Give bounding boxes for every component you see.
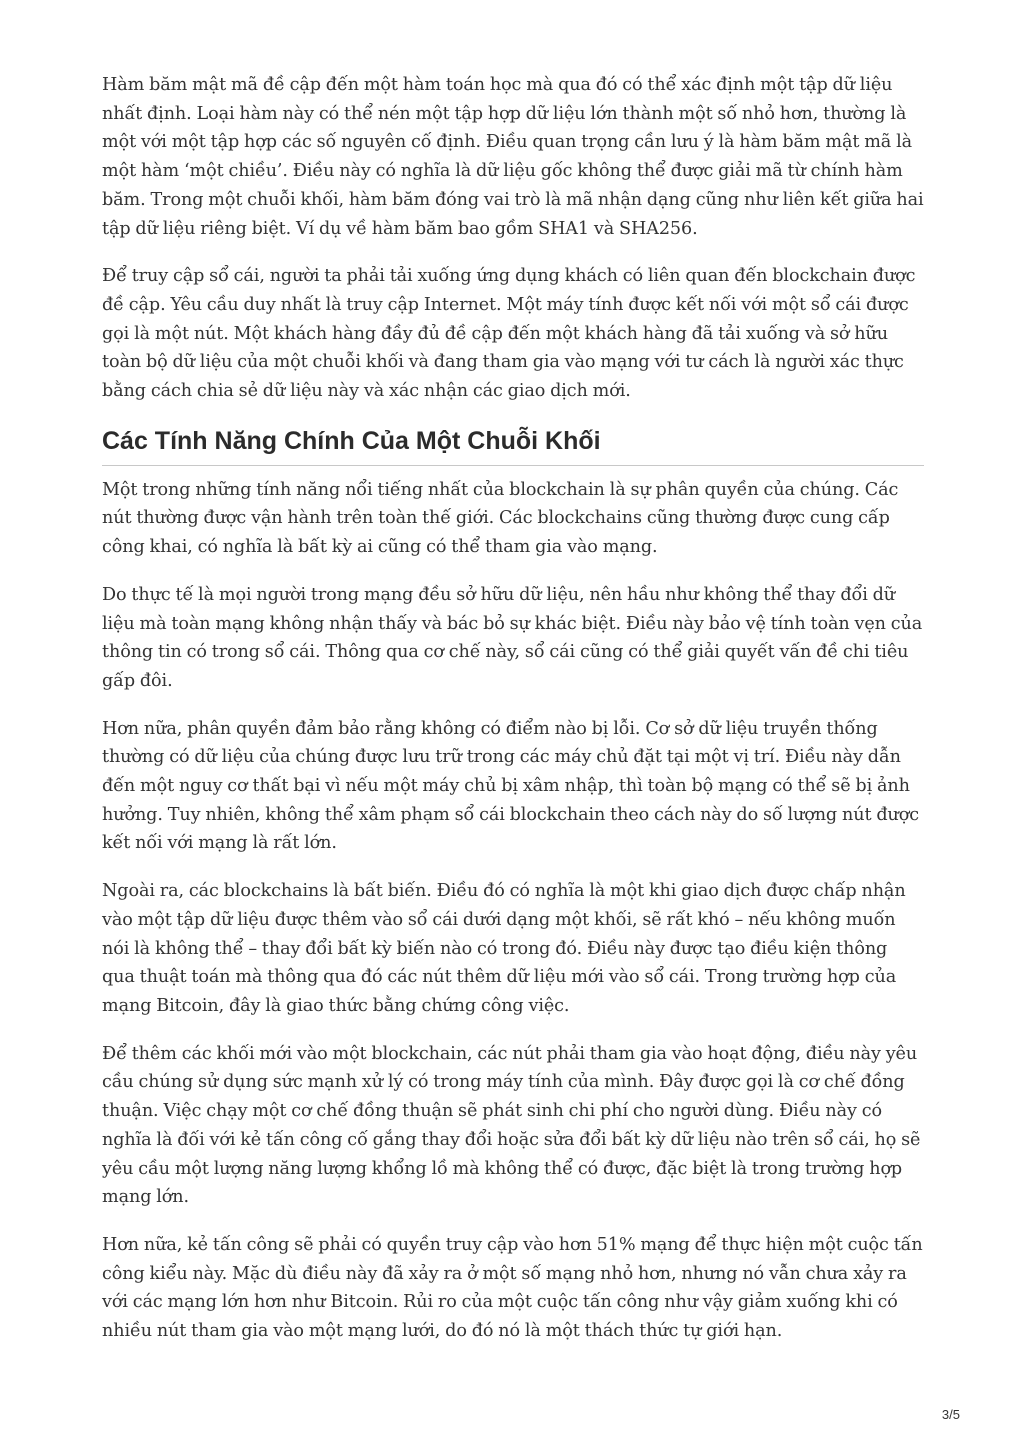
paragraph-consensus: Để thêm các khối mới vào một blockchain, các nút phải tham gia vào hoạt động, điều này yêu cầu chúng sử dụng sức mạnh xử lý có trong máy tính của mình. Đây được gọi là cơ chế đồng thuận. Việc chạy một cơ chế đồng thuận sẽ phát sinh chi phí cho người dùng. Điều này có nghĩa là đối với kẻ tấn công cố gắng thay đổi hoặc sửa đổi bất kỳ dữ liệu nào trên sổ cái, họ sẽ yêu cầu một lượng năng lượng khổng lồ mà không thể có được, đặc biệt là trong trường hợp mạng lớn.: [102, 1043, 921, 1208]
section-heading: Các Tính Năng Chính Của Một Chuỗi Khối: [102, 425, 924, 466]
page-number: 3/5: [941, 1407, 960, 1422]
paragraph-no-single-point-failure: Hơn nữa, phân quyền đảm bảo rằng không có điểm nào bị lỗi. Cơ sở dữ liệu truyền thống thường có dữ liệu của chúng được lưu trữ trong các máy chủ đặt tại một vị trí. Điều này dẫn đến một nguy cơ thất bại vì nếu một máy chủ bị xâm nhập, thì toàn bộ mạng có thể sẽ bị ảnh hưởng. Tuy nhiên, không thể xâm phạm sổ cái blockchain theo cách này do số lượng nút được kết nối với mạng là rất lớn.: [102, 718, 919, 854]
document-page: [102, 71, 924, 1365]
paragraph-51-percent-attack: Hơn nữa, kẻ tấn công sẽ phải có quyền truy cập vào hơn 51% mạng để thực hiện một cuộc tấn công kiểu này. Mặc dù điều này đã xảy ra ở một số mạng nhỏ hơn, nhưng nó vẫn chưa xảy ra với các mạng lớn hơn như Bitcoin. Rủi ro của một cuộc tấn công như vậy giảm xuống khi có nhiều nút tham gia vào một mạng lưới, do đó nó là một thách thức tự giới hạn.: [102, 1234, 923, 1342]
paragraph-ledger-access: Để truy cập sổ cái, người ta phải tải xuống ứng dụng khách có liên quan đến blockchain được đề cập. Yêu cầu duy nhất là truy cập Internet. Một máy tính được kết nối với một sổ cái được gọi là một nút. Một khách hàng đầy đủ đề cập đến một khách hàng đã tải xuống và sở hữu toàn bộ dữ liệu của một chuỗi khối và đang tham gia vào mạng với tư cách là người xác thực bằng cách chia sẻ dữ liệu này và xác nhận các giao dịch mới.: [102, 266, 916, 402]
paragraph-data-integrity: Do thực tế là mọi người trong mạng đều sở hữu dữ liệu, nên hầu như không thể thay đổi dữ liệu mà toàn mạng không nhận thấy và bác bỏ sự khác biệt. Điều này bảo vệ tính toàn vẹn của thông tin có trong sổ cái. Thông qua cơ chế này, sổ cái cũng có thể giải quyết vấn đề chi tiêu gấp đôi.: [102, 584, 923, 691]
paragraph-decentralization: Một trong những tính năng nổi tiếng nhất của blockchain là sự phân quyền của chúng. Các nút thường được vận hành trên toàn thế giới. Các blockchains cũng thường được cung cấp công khai, có nghĩa là bất kỳ ai cũng có thể tham gia vào mạng.: [102, 479, 899, 558]
paragraph-immutability: Ngoài ra, các blockchains là bất biến. Điều đó có nghĩa là một khi giao dịch được chấp nhận vào một tập dữ liệu được thêm vào sổ cái dưới dạng một khối, sẽ rất khó – nếu không muốn nói là không thể – thay đổi bất kỳ biến nào có trong đó. Điều này được tạo điều kiện thông qua thuật toán mà thông qua đó các nút thêm dữ liệu mới vào sổ cái. Trong trường hợp của mạng Bitcoin, đây là giao thức bằng chứng công việc.: [102, 881, 906, 1016]
paragraph-hash-function: Hàm băm mật mã đề cập đến một hàm toán học mà qua đó có thể xác định một tập dữ liệu nhất định. Loại hàm này có thể nén một tập hợp dữ liệu lớn thành một số nhỏ hơn, thường là một với một tập hợp các số nguyên cố định. Điều quan trọng cần lưu ý là hàm băm mật mã là một hàm ‘một chiều’. Điều này có nghĩa là dữ liệu gốc không thể được giải mã từ chính hàm băm. Trong một chuỗi khối, hàm băm đóng vai trò là mã nhận dạng cũng như liên kết giữa hai tập dữ liệu riêng biệt. Ví dụ về hàm băm bao gồm SHA1 và SHA256.: [102, 75, 924, 239]
